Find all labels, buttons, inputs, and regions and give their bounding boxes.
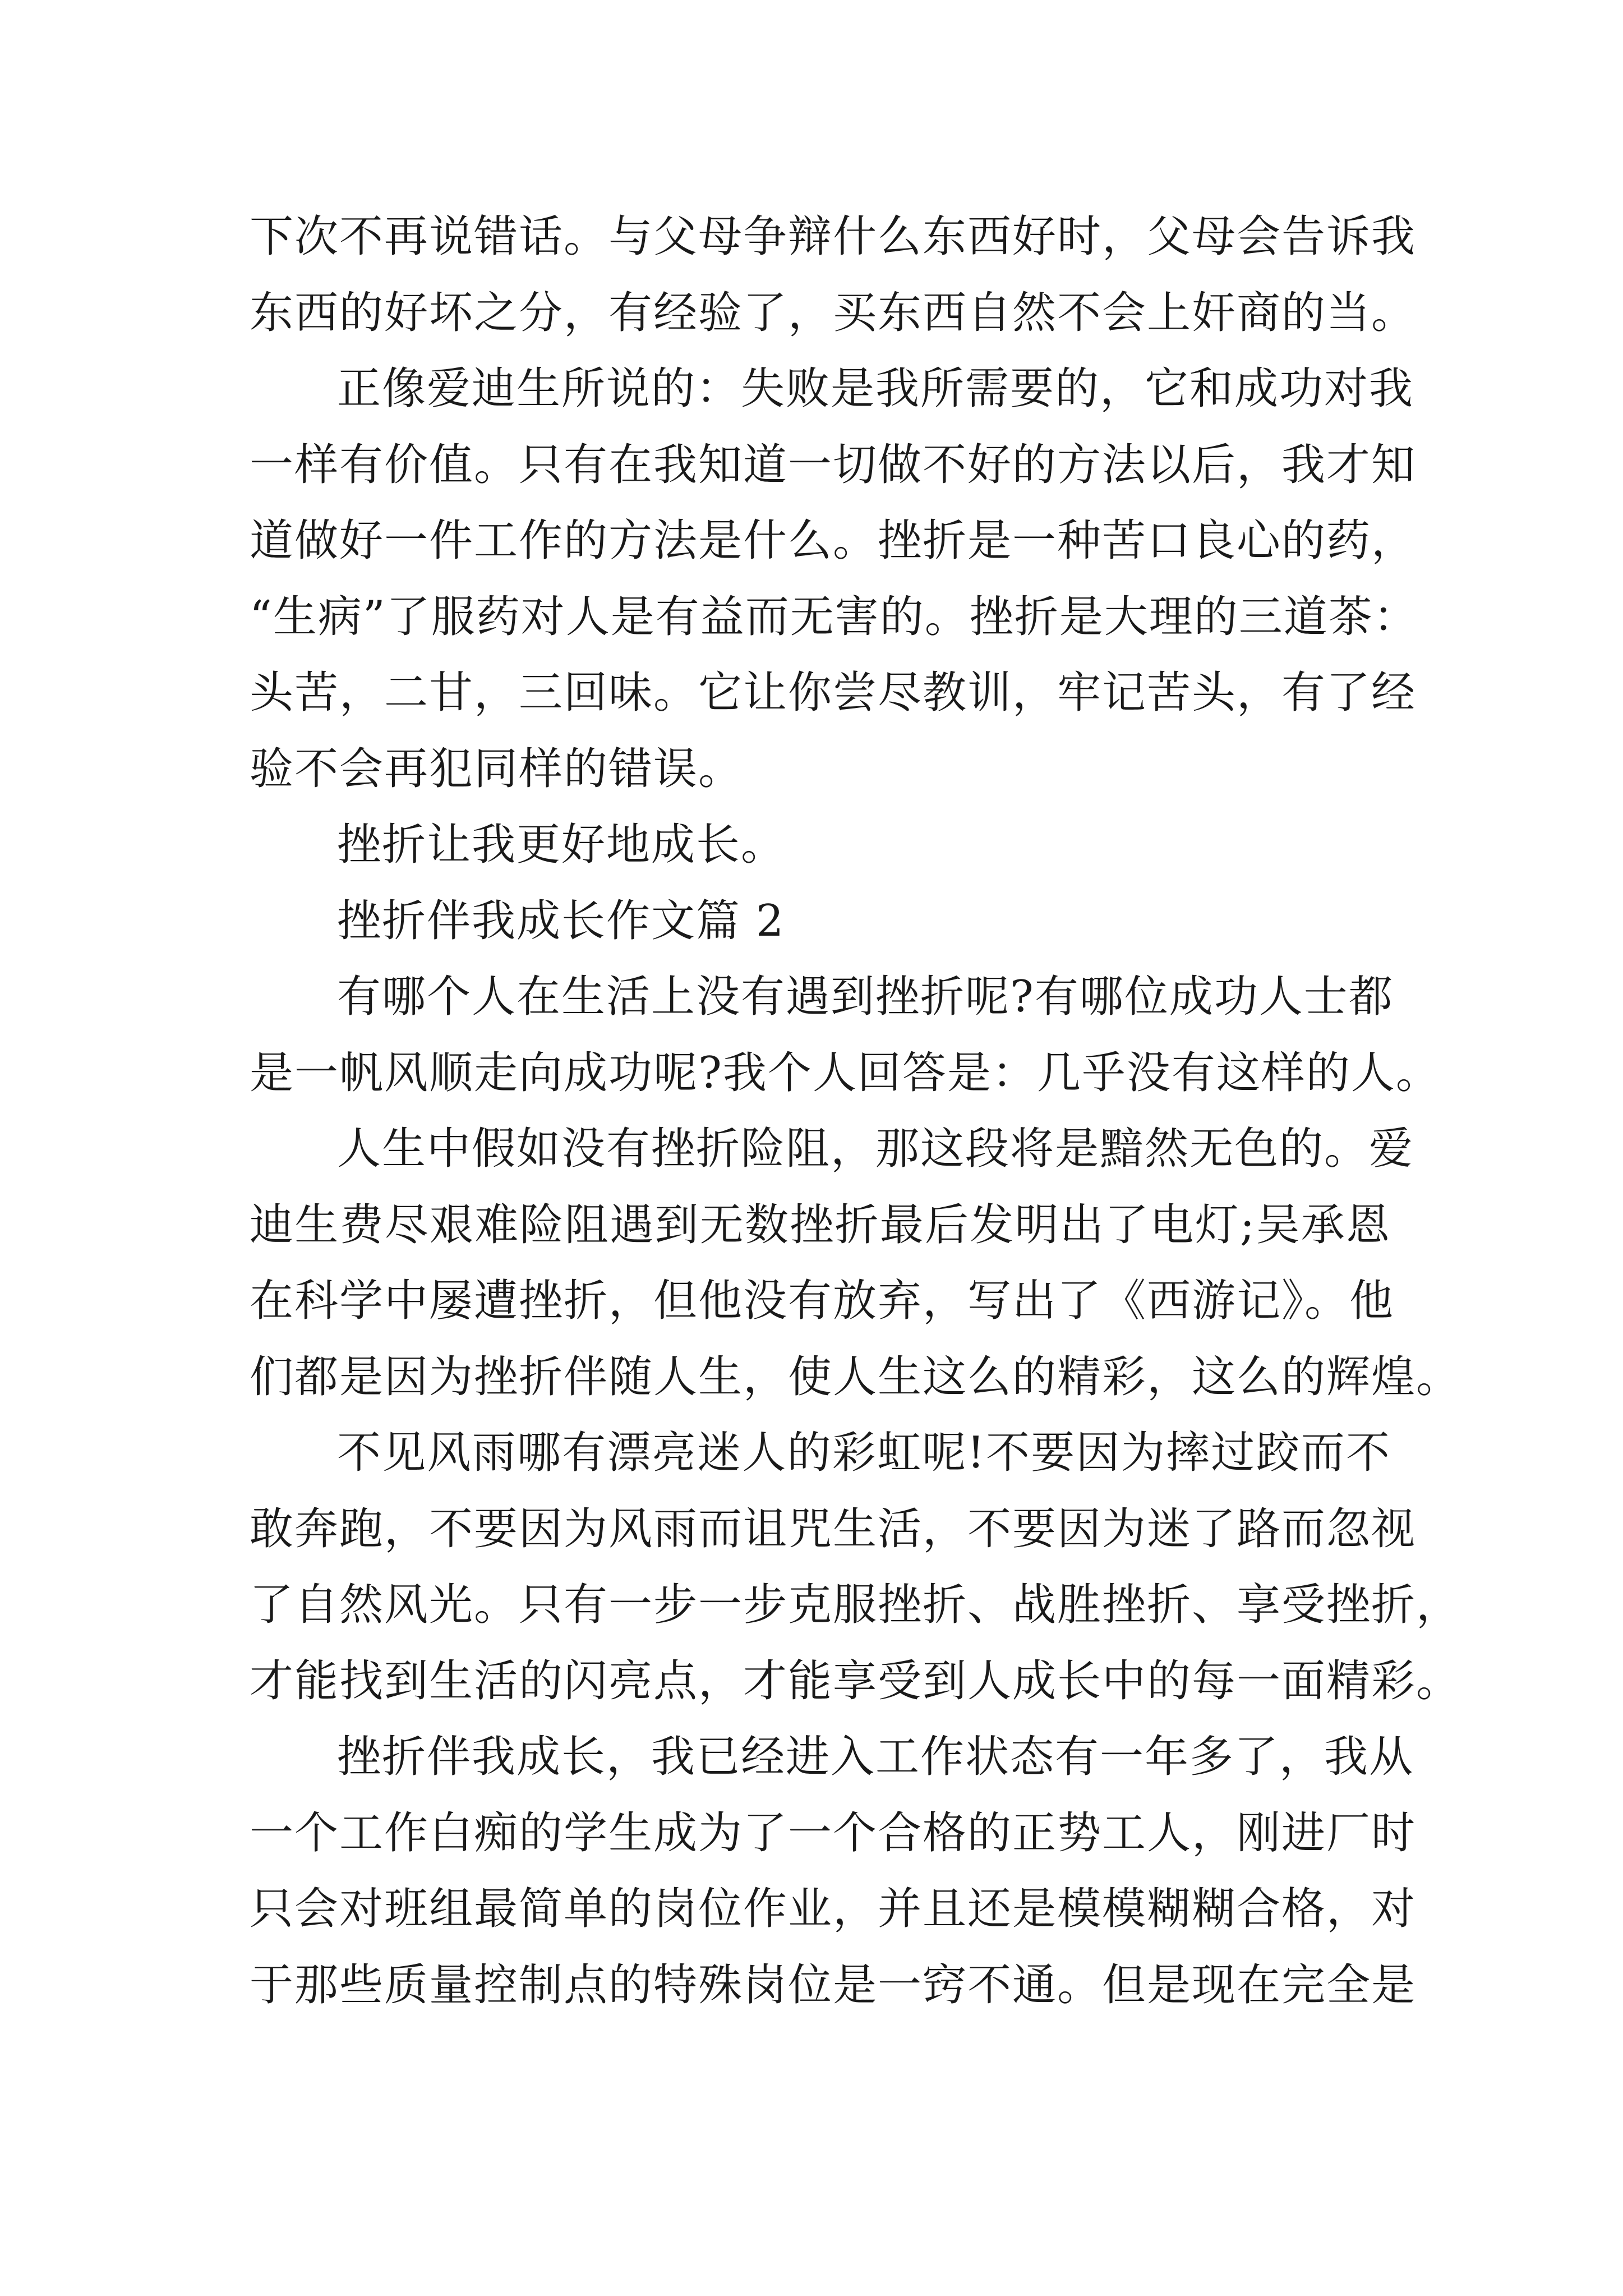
text-line: 挫折伴我成长作文篇 2: [337, 895, 785, 946]
text-line: 敢奔跑，不要因为风雨而诅咒生活，不要因为迷了路而忽视: [250, 1503, 1417, 1554]
text-line: 挫折让我更好地成长。: [337, 820, 786, 870]
text-line: 才能找到生活的闪亮点，才能享受到人成长中的每一面精彩。: [250, 1655, 1461, 1706]
text-line: 了自然风光。只有一步一步克服挫折、战胜挫折、享受挫折，: [250, 1580, 1461, 1630]
text-line: 正像爱迪生所说的：失败是我所需要的，它和成功对我: [337, 364, 1414, 414]
text-line: 验不会再犯同样的错误。: [250, 743, 744, 794]
text-line: “生病”了服药对人是有益而无害的。挫折是大理的三道茶：: [250, 591, 1418, 642]
text-line: 只会对班组最简单的岗位作业，并且还是模模糊糊合格，对: [250, 1884, 1417, 1934]
text-line: 人生中假如没有挫折险阻，那这段将是黯然无色的。爱: [337, 1124, 1414, 1174]
text-line: 东西的好坏之分，有经验了，买东西自然不会上奸商的当。: [250, 287, 1417, 338]
text-line: 于那些质量控制点的特殊岗位是一窍不通。但是现在完全是: [250, 1959, 1417, 2010]
text-line: 下次不再说错话。与父母争辩什么东西好时，父母会告诉我: [250, 211, 1417, 262]
text-line: 头苦，二甘，三回味。它让你尝尽教训，牢记苦头，有了经: [250, 668, 1417, 718]
text-line: 一样有价值。只有在我知道一切做不好的方法以后，我才知: [250, 439, 1417, 490]
text-line: 挫折伴我成长，我已经进入工作状态有一年多了，我从: [337, 1732, 1414, 1782]
text-line: 一个工作白痴的学生成为了一个合格的正势工人，刚进厂时: [250, 1807, 1417, 1858]
body-text: [250, 199, 1461, 2023]
text-line: 不见风雨哪有漂亮迷人的彩虹呢!不要因为摔过跤而不: [337, 1428, 1391, 1478]
text-line: 们都是因为挫折伴随人生，使人生这么的精彩，这么的辉煌。: [250, 1351, 1461, 1402]
text-line: 道做好一件工作的方法是什么。挫折是一种苦口良心的药，: [250, 516, 1417, 566]
text-line: 是一帆风顺走向成功呢?我个人回答是：几乎没有这样的人。: [250, 1047, 1441, 1098]
text-line: 有哪个人在生活上没有遇到挫折呢?有哪位成功人士都: [337, 972, 1394, 1022]
text-line: 迪生费尽艰难险阻遇到无数挫折最后发明出了电灯;吴承恩: [250, 1199, 1391, 1250]
text-line: 在科学中屡遭挫折，但他没有放弃，写出了《西游记》。他: [250, 1276, 1395, 1326]
